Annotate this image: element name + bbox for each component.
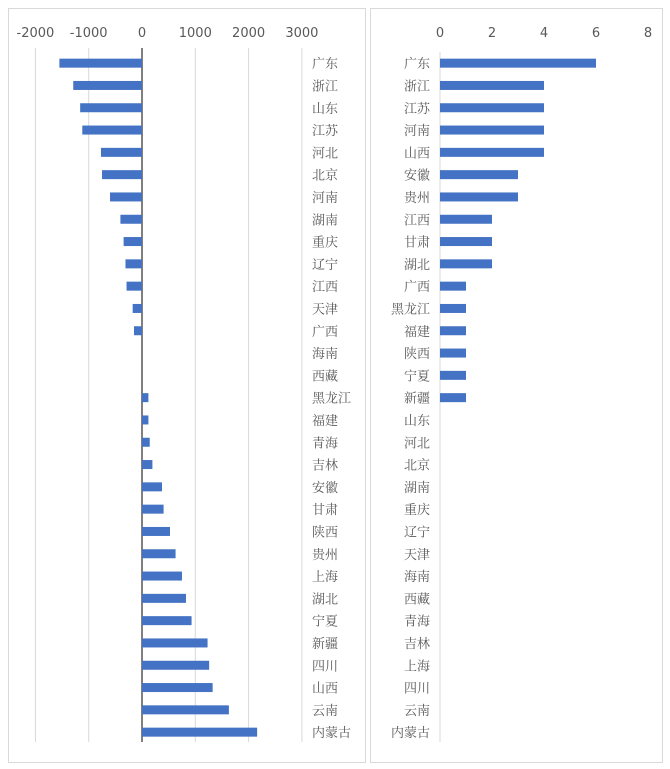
category-label: 广东 xyxy=(403,57,430,73)
category-label: 宁夏 xyxy=(312,614,339,630)
category-label: 北京 xyxy=(312,168,339,184)
bar xyxy=(440,215,492,224)
bar xyxy=(101,148,142,157)
category-label: 江西 xyxy=(403,213,430,229)
category-label: 河南 xyxy=(403,124,430,140)
category-label: 甘肃 xyxy=(403,235,430,251)
category-label: 四川 xyxy=(312,659,339,675)
bar xyxy=(142,572,182,581)
category-label: 黑龙江 xyxy=(390,302,430,318)
category-label: 河南 xyxy=(312,190,339,206)
category-label: 贵州 xyxy=(403,190,430,206)
category-label: 江苏 xyxy=(312,124,339,140)
category-label: 陕西 xyxy=(312,525,339,541)
category-label: 内蒙古 xyxy=(390,726,430,742)
category-label: 浙江 xyxy=(312,79,339,95)
bar xyxy=(440,393,466,402)
bar xyxy=(124,237,142,246)
category-label: 河北 xyxy=(403,436,430,452)
category-label: 广西 xyxy=(403,280,430,296)
bar xyxy=(440,81,544,90)
bar xyxy=(102,170,142,179)
category-label: 新疆 xyxy=(403,391,430,407)
category-label: 北京 xyxy=(403,458,430,474)
category-label: 广东 xyxy=(312,57,339,73)
bar xyxy=(142,683,213,692)
bar xyxy=(142,549,176,558)
bar xyxy=(440,282,466,291)
x-tick-label: 0 xyxy=(137,26,147,41)
bar xyxy=(82,126,142,135)
bar xyxy=(142,594,186,603)
x-tick-label: 6 xyxy=(591,26,601,41)
bar xyxy=(440,170,518,179)
category-label: 山东 xyxy=(312,101,339,117)
category-label: 江苏 xyxy=(403,101,430,117)
category-label: 山西 xyxy=(403,146,430,162)
category-label: 上海 xyxy=(312,570,339,586)
category-label: 吉林 xyxy=(312,458,339,474)
category-label: 安徽 xyxy=(403,168,430,184)
category-label: 浙江 xyxy=(403,79,430,95)
bar xyxy=(120,215,142,224)
category-label: 湖北 xyxy=(403,257,430,273)
category-label: 四川 xyxy=(403,681,430,697)
category-label: 福建 xyxy=(403,324,430,340)
category-label: 西藏 xyxy=(312,369,339,385)
bar xyxy=(125,259,142,268)
bar xyxy=(142,638,208,647)
bar xyxy=(110,192,142,201)
category-label: 甘肃 xyxy=(312,503,339,519)
bar xyxy=(80,103,142,112)
category-label: 河北 xyxy=(312,146,339,162)
category-label: 海南 xyxy=(312,347,339,363)
category-label: 海南 xyxy=(403,570,430,586)
category-label: 湖南 xyxy=(312,213,339,229)
category-label: 福建 xyxy=(312,413,339,429)
bar xyxy=(127,282,142,291)
category-label: 陕西 xyxy=(403,347,430,363)
bar xyxy=(440,304,466,313)
category-label: 江西 xyxy=(312,280,339,296)
category-label: 重庆 xyxy=(312,235,339,251)
category-label: 辽宁 xyxy=(312,257,339,273)
x-tick-label: 3000 xyxy=(285,26,319,41)
x-tick-label: 0 xyxy=(435,26,445,41)
bar xyxy=(440,237,492,246)
category-label: 内蒙古 xyxy=(312,726,352,742)
category-label: 青海 xyxy=(403,614,430,630)
category-label: 云南 xyxy=(312,703,339,719)
category-label: 重庆 xyxy=(403,503,430,519)
category-label: 宁夏 xyxy=(403,369,430,385)
bar xyxy=(142,616,192,625)
bar xyxy=(134,326,142,335)
category-label: 西藏 xyxy=(403,592,430,608)
bar xyxy=(142,460,152,469)
bar xyxy=(440,326,466,335)
bar xyxy=(440,126,544,135)
bar xyxy=(440,59,596,68)
category-label: 辽宁 xyxy=(403,525,430,541)
x-tick-label: 1000 xyxy=(178,26,212,41)
category-label: 贵州 xyxy=(312,547,339,563)
bar xyxy=(440,192,518,201)
bar xyxy=(142,728,257,737)
category-label: 天津 xyxy=(403,547,430,563)
bar xyxy=(142,661,209,670)
bar xyxy=(440,103,544,112)
category-label: 安徽 xyxy=(312,480,339,496)
x-tick-label: 2 xyxy=(487,26,497,41)
bar xyxy=(142,705,229,714)
bar xyxy=(440,148,544,157)
bar xyxy=(73,81,142,90)
x-tick-label: -2000 xyxy=(16,26,55,41)
category-label: 天津 xyxy=(312,302,339,318)
x-tick-label: 8 xyxy=(643,26,653,41)
category-label: 黑龙江 xyxy=(312,391,352,407)
category-label: 广西 xyxy=(312,324,339,340)
bar xyxy=(59,59,142,68)
category-label: 山西 xyxy=(312,681,339,697)
bar xyxy=(142,415,148,424)
category-label: 云南 xyxy=(403,703,430,719)
category-label: 吉林 xyxy=(403,636,430,652)
bar xyxy=(440,259,492,268)
x-tick-label: -1000 xyxy=(69,26,108,41)
x-tick-label: 4 xyxy=(539,26,549,41)
x-tick-label: 2000 xyxy=(232,26,266,41)
bar xyxy=(440,371,466,380)
bar xyxy=(440,349,466,358)
bar xyxy=(133,304,142,313)
category-label: 上海 xyxy=(403,659,430,675)
category-label: 湖南 xyxy=(403,480,430,496)
bar xyxy=(142,527,170,536)
category-label: 青海 xyxy=(312,436,339,452)
category-label: 新疆 xyxy=(312,636,339,652)
category-label: 湖北 xyxy=(312,592,339,608)
category-label: 山东 xyxy=(403,413,430,429)
bar xyxy=(142,482,162,491)
bar xyxy=(142,438,150,447)
bar xyxy=(142,505,164,514)
bar xyxy=(142,393,148,402)
